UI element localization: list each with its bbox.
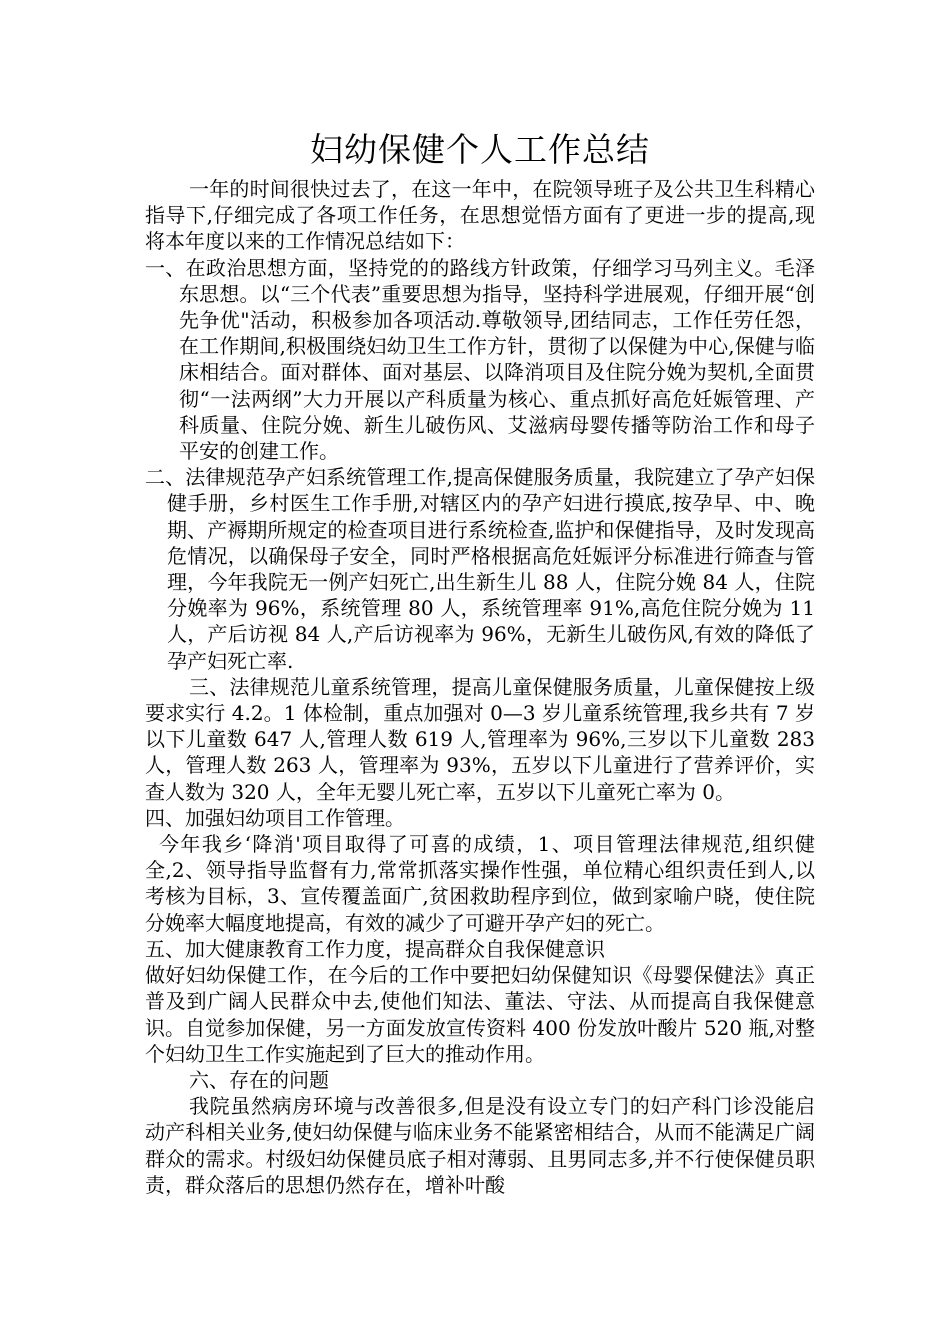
section-6-heading: 六、存在的问题 <box>189 1067 329 1092</box>
section-4-heading: 四、加强妇幼项目工作管理。 <box>145 805 405 830</box>
section-1-paragraph: 一、在政治思想方面，坚持党的的路线方针政策，仔细学习马列主义。毛泽东思想。以“三个代表”重要思想为指导，坚持科学进展观，仔细开展“创先争优"活动，积极参加各项活动.尊敬领导,团结同志，工作任劳任怨，在工作期间,积极围绕妇幼卫生工作方针，贯彻了以保健为中心,保健与临床相结合。面对群体、面对基层、以降消项目及住院分娩为契机,全面贯彻“一法两纲”大力开展以产科质量为核心、重点抓好高危妊娠管理、产科质量、住院分娩、新生儿破伤风、艾滋病母婴传播等防治工作和母子平安的创建工作。 <box>145 255 815 464</box>
document-title: 妇幼保健个人工作总结 <box>310 130 650 169</box>
section-5-paragraph: 做好妇幼保健工作，在今后的工作中要把妇幼保健知识《母婴保健法》真正普及到广阔人民群众中去,使他们知法、董法、守法、从而提高自我保健意识。自觉参加保健，另一方面发放宣传资料 400 份发放叶酸片 520 瓶,对整个妇幼卫生工作实施起到了巨大的推动作用。 <box>145 963 815 1066</box>
section-4-paragraph: 今年我乡‘降消'项目取得了可喜的成绩，1、项目管理法律规范,组织健全,2、领导指导监督有力,常常抓落实操作性强，单位精心组织责任到人,以考核为目标，3、宣传覆盖面广,贫困救助程序到位，做到家喻户晓，使住院分娩率大幅度地提高，有效的减少了可避开孕产妇的死亡。 <box>145 832 815 935</box>
section-2-paragraph: 二、法律规范孕产妇系统管理工作,提高保健服务质量，我院建立了孕产妇保健手册，乡村医生工作手册,对辖区内的孕产妇进行摸底,按孕早、中、晚期、产褥期所规定的检查项目进行系统检查,监护和保健指导，及时发现高危情况，以确保母子安全，同时严格根据高危妊娠评分标准进行筛查与管理，今年我院无一例产妇死亡,出生新生儿 88 人，住院分娩 84 人，住院分娩率为 96%，系统管理 80 人，系统管理率 91%,高危住院分娩为 11 人，产后访视 84 人,产后访视率为 96%，无新生儿破伤风,有效的降低了孕产妇死亡率. <box>145 465 815 673</box>
section-5-heading: 五、加大健康教育工作力度，提高群众自我保健意识 <box>145 936 605 961</box>
section-6-paragraph: 我院虽然病房环境与改善很多,但是没有设立专门的妇产科门诊没能启动产科相关业务,使妇幼保健与临床业务不能紧密相结合，从而不能满足广阔群众的需求。村级妇幼保健员底子相对薄弱、且男同志多,并不行使保健员职责，群众落后的思想仍然存在，增补叶酸 <box>145 1094 815 1197</box>
intro-paragraph: 一年的时间很快过去了，在这一年中，在院领导班子及公共卫生科精心指导下,仔细完成了各项工作任务，在思想觉悟方面有了更进一步的提高,现将本年度以来的工作情况总结如下： <box>145 177 815 254</box>
document-page <box>145 128 815 1198</box>
section-3-paragraph: 三、法律规范儿童系统管理，提高儿童保健服务质量，儿童保健按上级要求实行 4.2。1 体检制，重点加强对 0—3 岁儿童系统管理,我乡共有 7 岁以下儿童数 647 人,管理人数 619 人,管理率为 96%,三岁以下儿童数 283 人，管理人数 263 人，管理率为 93%，五岁以下儿童进行了营养评价，实查人数为 320 人，全年无婴儿死亡率，五岁以下儿童死亡率为 0。 <box>145 674 815 804</box>
